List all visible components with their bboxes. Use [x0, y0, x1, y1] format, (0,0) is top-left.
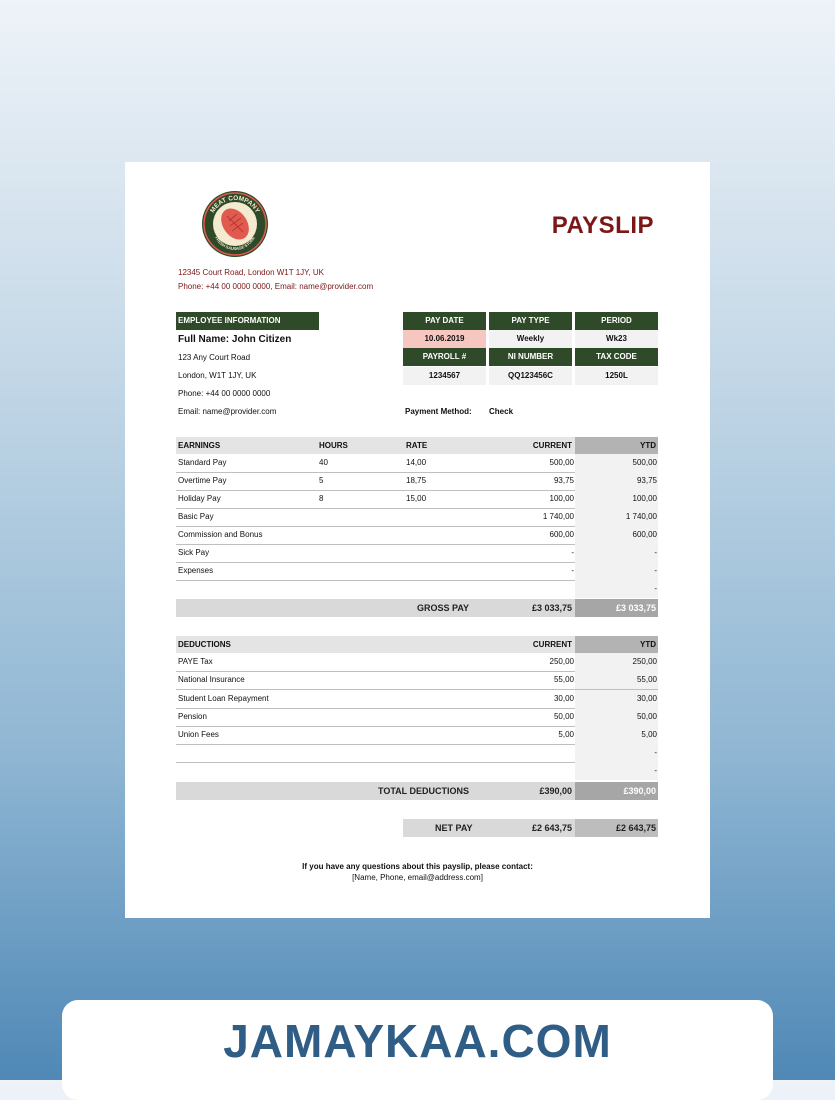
table-row: Union Fees 5,00 5,00 [176, 726, 658, 745]
ni-number-value: QQ123456C [489, 367, 572, 385]
table-row: - [176, 762, 658, 780]
tax-code-value: 1250L [575, 367, 658, 385]
period-value: Wk23 [575, 330, 658, 348]
earnings-col-ytd: YTD [640, 441, 656, 450]
payroll-value: 1234567 [403, 367, 486, 385]
gross-pay-ytd: £3 033,75 [615, 603, 656, 613]
deductions-header-row [176, 636, 658, 653]
pay-type-value: Weekly [489, 330, 572, 348]
employee-phone: Phone: +44 00 0000 0000 [178, 389, 271, 398]
table-row: Commission and Bonus 600,00 600,00 [176, 526, 658, 545]
total-deductions-current: £390,00 [539, 786, 572, 796]
table-row: Standard Pay 40 14,00 500,00 500,00 [176, 454, 658, 473]
table-row: Student Loan Repayment 30,00 30,00 [176, 690, 658, 709]
earnings-col-hours: HOURS [319, 441, 348, 450]
payslip-title: PAYSLIP [551, 212, 654, 239]
table-row: Pension 50,00 50,00 [176, 708, 658, 727]
total-deductions-row [176, 782, 658, 800]
company-address: 12345 Court Road, London W1T 1JY, UK [178, 268, 325, 277]
company-contact: Phone: +44 00 0000 0000, Email: name@provider.com [178, 282, 374, 291]
net-pay-current: £2 643,75 [531, 823, 572, 833]
earnings-header-row [176, 437, 658, 454]
svg-text:FRESH SAUSAGE STORE: FRESH SAUSAGE STORE [214, 235, 256, 252]
table-row: Holiday Pay 8 15,00 100,00 100,00 [176, 490, 658, 509]
payslip-page [125, 162, 710, 918]
svg-text:MEAT COMPANY: MEAT COMPANY [209, 194, 261, 215]
footer-contact-line: If you have any questions about this payslip, please contact: [302, 862, 533, 871]
earnings-col-name: EARNINGS [178, 441, 221, 450]
company-logo [199, 190, 271, 258]
brand-text: JAMAYKAA.COM [223, 1015, 612, 1067]
payment-method-value: Check [489, 407, 514, 416]
gross-pay-current: £3 033,75 [531, 603, 572, 613]
table-row: Overtime Pay 5 18,75 93,75 93,75 [176, 472, 658, 491]
net-pay-ytd: £2 643,75 [615, 823, 656, 833]
gross-pay-row [176, 599, 658, 617]
earnings-col-current: CURRENT [532, 441, 572, 450]
pay-date-header: PAY DATE [403, 312, 486, 330]
payroll-header: PAYROLL # [403, 348, 486, 366]
total-deductions-label: TOTAL DEDUCTIONS [378, 786, 470, 796]
gross-pay-label: GROSS PAY [417, 603, 470, 613]
pay-type-header: PAY TYPE [489, 312, 572, 330]
payment-method-label: Payment Method: [405, 407, 472, 416]
table-row: - [176, 580, 658, 598]
ni-number-header: NI NUMBER [489, 348, 572, 366]
table-row: National Insurance 55,00 55,00 [176, 671, 658, 690]
table-row: PAYE Tax 250,00 250,00 [176, 653, 658, 672]
table-row: - [176, 744, 658, 763]
deductions-col-ytd: YTD [640, 640, 656, 649]
deductions-col-name: DEDUCTIONS [178, 640, 231, 649]
employee-email: Email: name@provider.com [178, 407, 277, 416]
table-row: Basic Pay 1 740,00 1 740,00 [176, 508, 658, 527]
deductions-col-current: CURRENT [532, 640, 572, 649]
earnings-col-rate: RATE [406, 441, 428, 450]
table-row: Sick Pay - - [176, 544, 658, 563]
employee-address-line1: 123 Any Court Road [178, 353, 251, 362]
pay-date-value: 10.06.2019 [403, 330, 486, 348]
total-deductions-ytd: £390,00 [623, 786, 656, 796]
net-pay-row [403, 819, 658, 837]
period-header: PERIOD [575, 312, 658, 330]
employee-full-name: Full Name: John Citizen [178, 334, 292, 345]
net-pay-label: NET PAY [435, 823, 473, 833]
footer-contact-details: [Name, Phone, email@address.com] [352, 873, 483, 882]
tax-code-header: TAX CODE [575, 348, 658, 366]
employee-info-header: EMPLOYEE INFORMATION [176, 312, 319, 330]
table-row: Expenses - - [176, 562, 658, 581]
employee-address-line2: London, W1T 1JY, UK [178, 371, 257, 380]
brand-banner [62, 1000, 773, 1100]
